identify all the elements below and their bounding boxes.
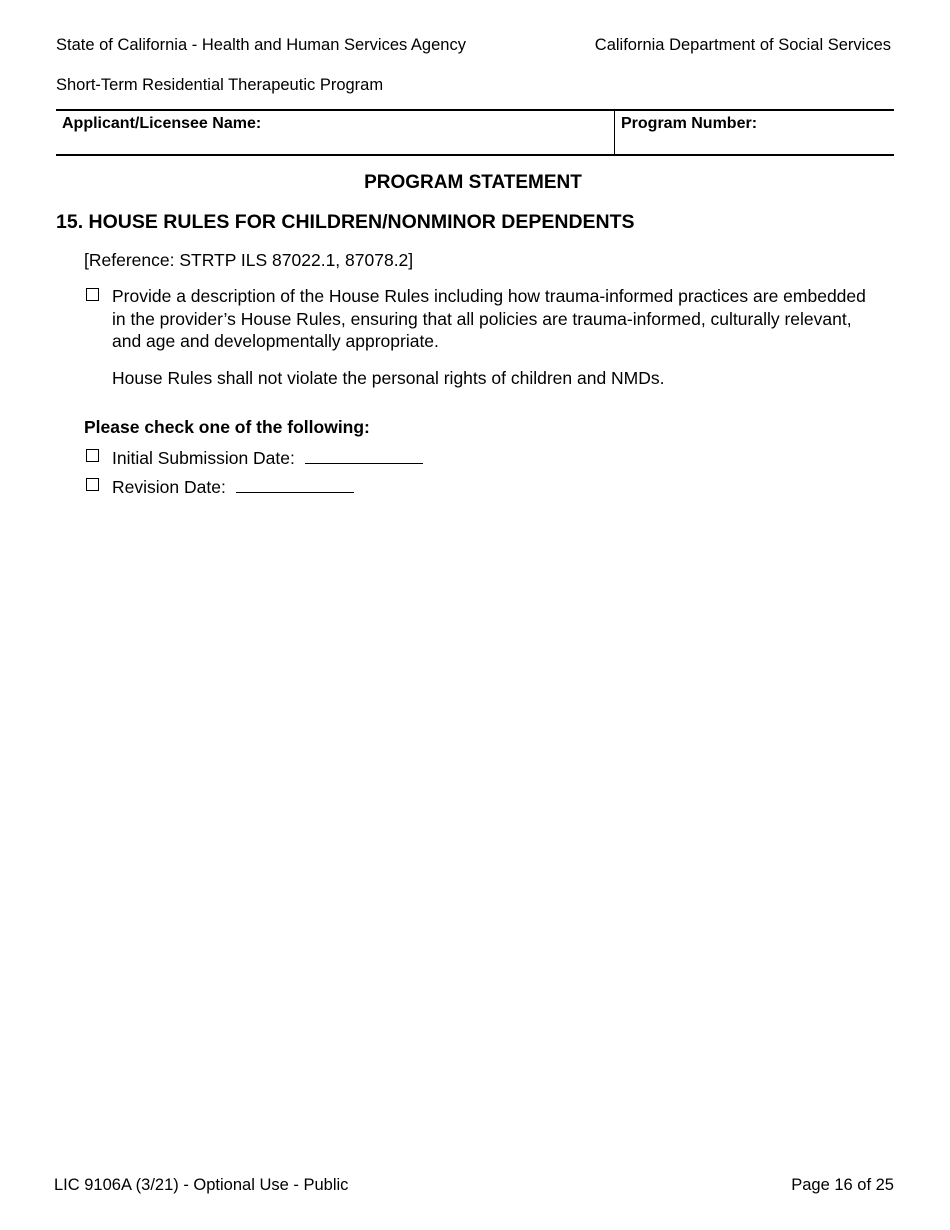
check-one-prompt: Please check one of the following: (84, 417, 370, 437)
page-number: Page 16 of 25 (791, 1176, 894, 1194)
initial-submission-row (112, 448, 423, 469)
house-rules-note: House Rules shall not violate the personal rights of children and NMDs. (112, 368, 665, 388)
applicant-info-table (56, 109, 894, 156)
department-name: California Department of Social Services (594, 36, 891, 54)
reference-text: [Reference: STRTP ILS 87022.1, 87078.2] (84, 250, 414, 270)
initial-submission-checkbox[interactable] (86, 449, 99, 462)
revision-date-field[interactable] (236, 478, 354, 493)
initial-submission-label: Initial Submission Date: (112, 448, 295, 468)
description-checkbox[interactable] (86, 288, 99, 301)
program-name: Short-Term Residential Therapeutic Program (56, 76, 384, 94)
applicant-name-cell[interactable] (56, 111, 615, 154)
revision-checkbox[interactable] (86, 478, 99, 491)
revision-label: Revision Date: (112, 477, 226, 497)
initial-submission-date-field[interactable] (305, 449, 423, 464)
description-instruction: Provide a description of the House Rules including how trauma-informed practices are embedded in the provider’s House Rules, ensuring that all policies are trauma-informed, culturally relevant, and age and developmentally appropriate. (112, 286, 866, 351)
form-identifier: LIC 9106A (3/21) - Optional Use - Public (54, 1176, 349, 1194)
program-number-cell[interactable] (616, 111, 894, 154)
applicant-name-label: Applicant/Licensee Name: (62, 115, 262, 132)
program-number-label: Program Number: (621, 115, 758, 132)
document-title: PROGRAM STATEMENT (364, 172, 582, 193)
agency-name: State of California - Health and Human Services Agency (56, 36, 466, 54)
revision-row (112, 477, 354, 498)
section-heading: 15. HOUSE RULES FOR CHILDREN/NONMINOR DEPENDENTS (56, 211, 635, 233)
